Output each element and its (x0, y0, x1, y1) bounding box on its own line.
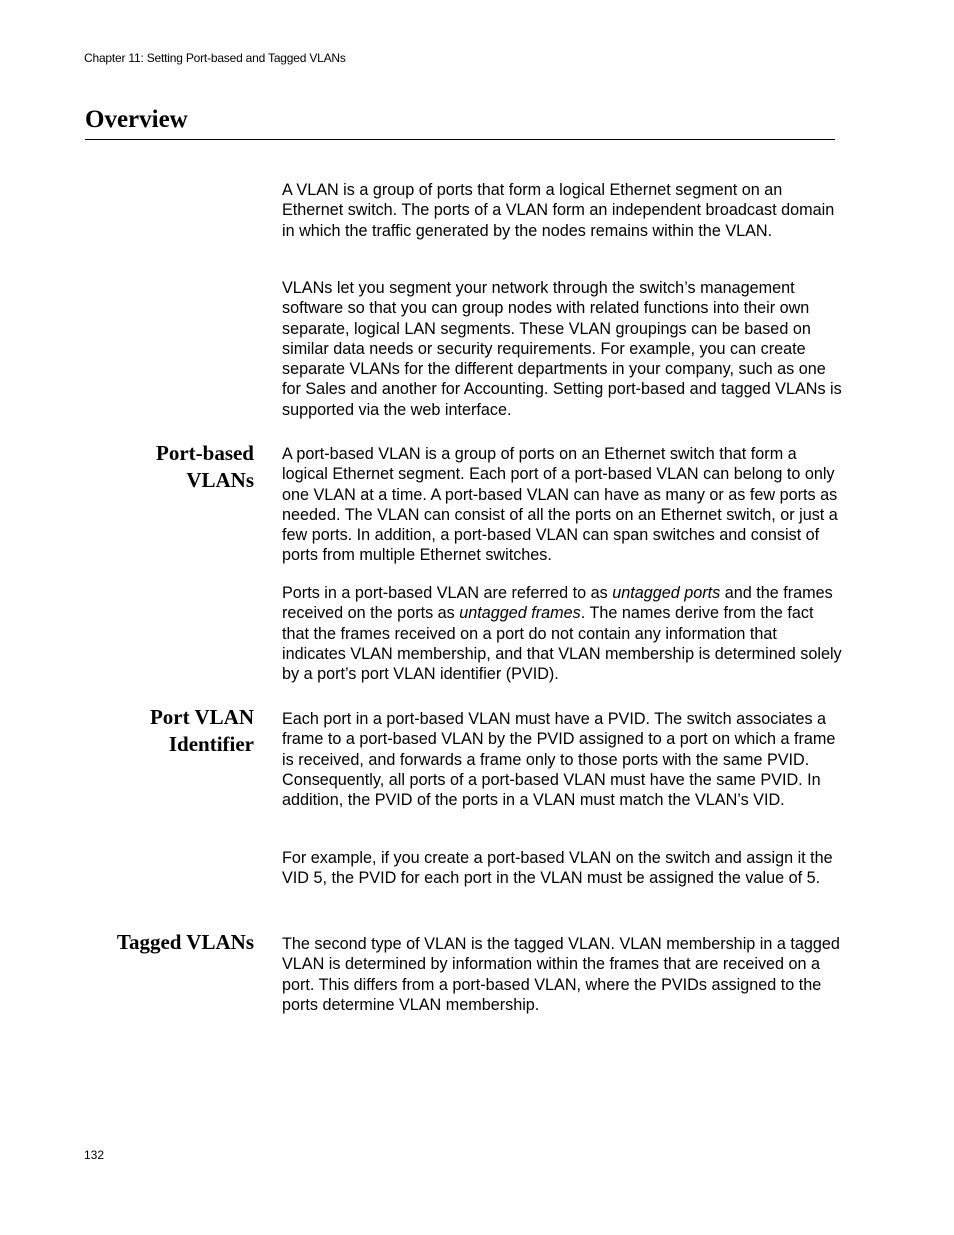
page-title: Overview (85, 106, 188, 133)
overview-paragraph-1: A VLAN is a group of ports that form a logical Ethernet segment on an Ethernet switch. The ports of a VLAN form an independent broadcast domain in which the traffic generated by the nodes remains within the VLAN. (282, 181, 835, 240)
section-heading-port-based-vlans (156, 440, 254, 494)
emphasis-untagged-frames: untagged frames (459, 604, 581, 623)
text-run: Ports in a port-based VLAN are referred to as (282, 584, 613, 602)
heading-line: Port VLAN (149, 705, 254, 729)
heading-line: Identifier (168, 732, 254, 756)
pvid-paragraph-2: For example, if you create a port-based VLAN on the switch and assign it the VID 5, the PVID for each port in the VLAN must be assigned the value of 5. (282, 849, 833, 888)
text-run: . The names derive from the fact that the frames received on a port do not contain any information that indicates VLAN membership, and that VLAN membership is determined solely by a port’s port VLAN identifier (PVID). (282, 604, 842, 684)
page-number: 132 (84, 1148, 105, 1162)
heading-line: VLANs (186, 468, 254, 492)
section-heading-tagged-vlans: Tagged VLANs (116, 930, 254, 954)
heading-line: Port-based (156, 441, 254, 465)
emphasis-untagged-ports: untagged ports (612, 584, 721, 602)
port-based-paragraph-2 (282, 583, 842, 684)
pvid-paragraph-1: Each port in a port-based VLAN must have a PVID. The switch associates a frame to a port-based VLAN by the PVID assigned to a port on which a frame is received, and forwards a frame only to those ports with the same PVID. Consequently, all ports of a port-based VLAN must have the same PVID. In addition, the PVID of the ports in a VLAN must match the VLAN’s VID. (282, 710, 836, 810)
section-heading-port-vlan-identifier (150, 704, 254, 758)
tagged-paragraph-1: The second type of VLAN is the tagged VLAN. VLAN membership in a tagged VLAN is determined by information within the frames that are received on a port. This differs from a port-based VLAN, where the PVIDs assigned to the ports determine VLAN membership. (282, 935, 840, 1014)
port-based-paragraph-1: A port-based VLAN is a group of ports on an Ethernet switch that form a logical Ethernet segment. Each port of a port-based VLAN can belong to only one VLAN at a time. A port-based VLAN can have as many or as few ports as needed. The VLAN can consist of all the ports on an Ethernet switch, or just a few ports. In addition, a port-based VLAN can span switches and consist of ports from multiple Ethernet switches. (282, 445, 838, 565)
running-header: Chapter 11: Setting Port-based and Tagged VLANs (84, 51, 346, 65)
overview-paragraph-2: VLANs let you segment your network through the switch’s management software so that you can group nodes with related functions into their own separate, logical LAN segments. These VLAN groupings can be based on similar data needs or security requirements. For example, you can create separate VLANs for the different departments in your company, such as one for Sales and another for Accounting. Setting port-based and tagged VLANs is supported via the web interface. (282, 279, 842, 419)
text-run: and the frames received on the ports as (282, 584, 833, 623)
title-divider (85, 139, 835, 140)
